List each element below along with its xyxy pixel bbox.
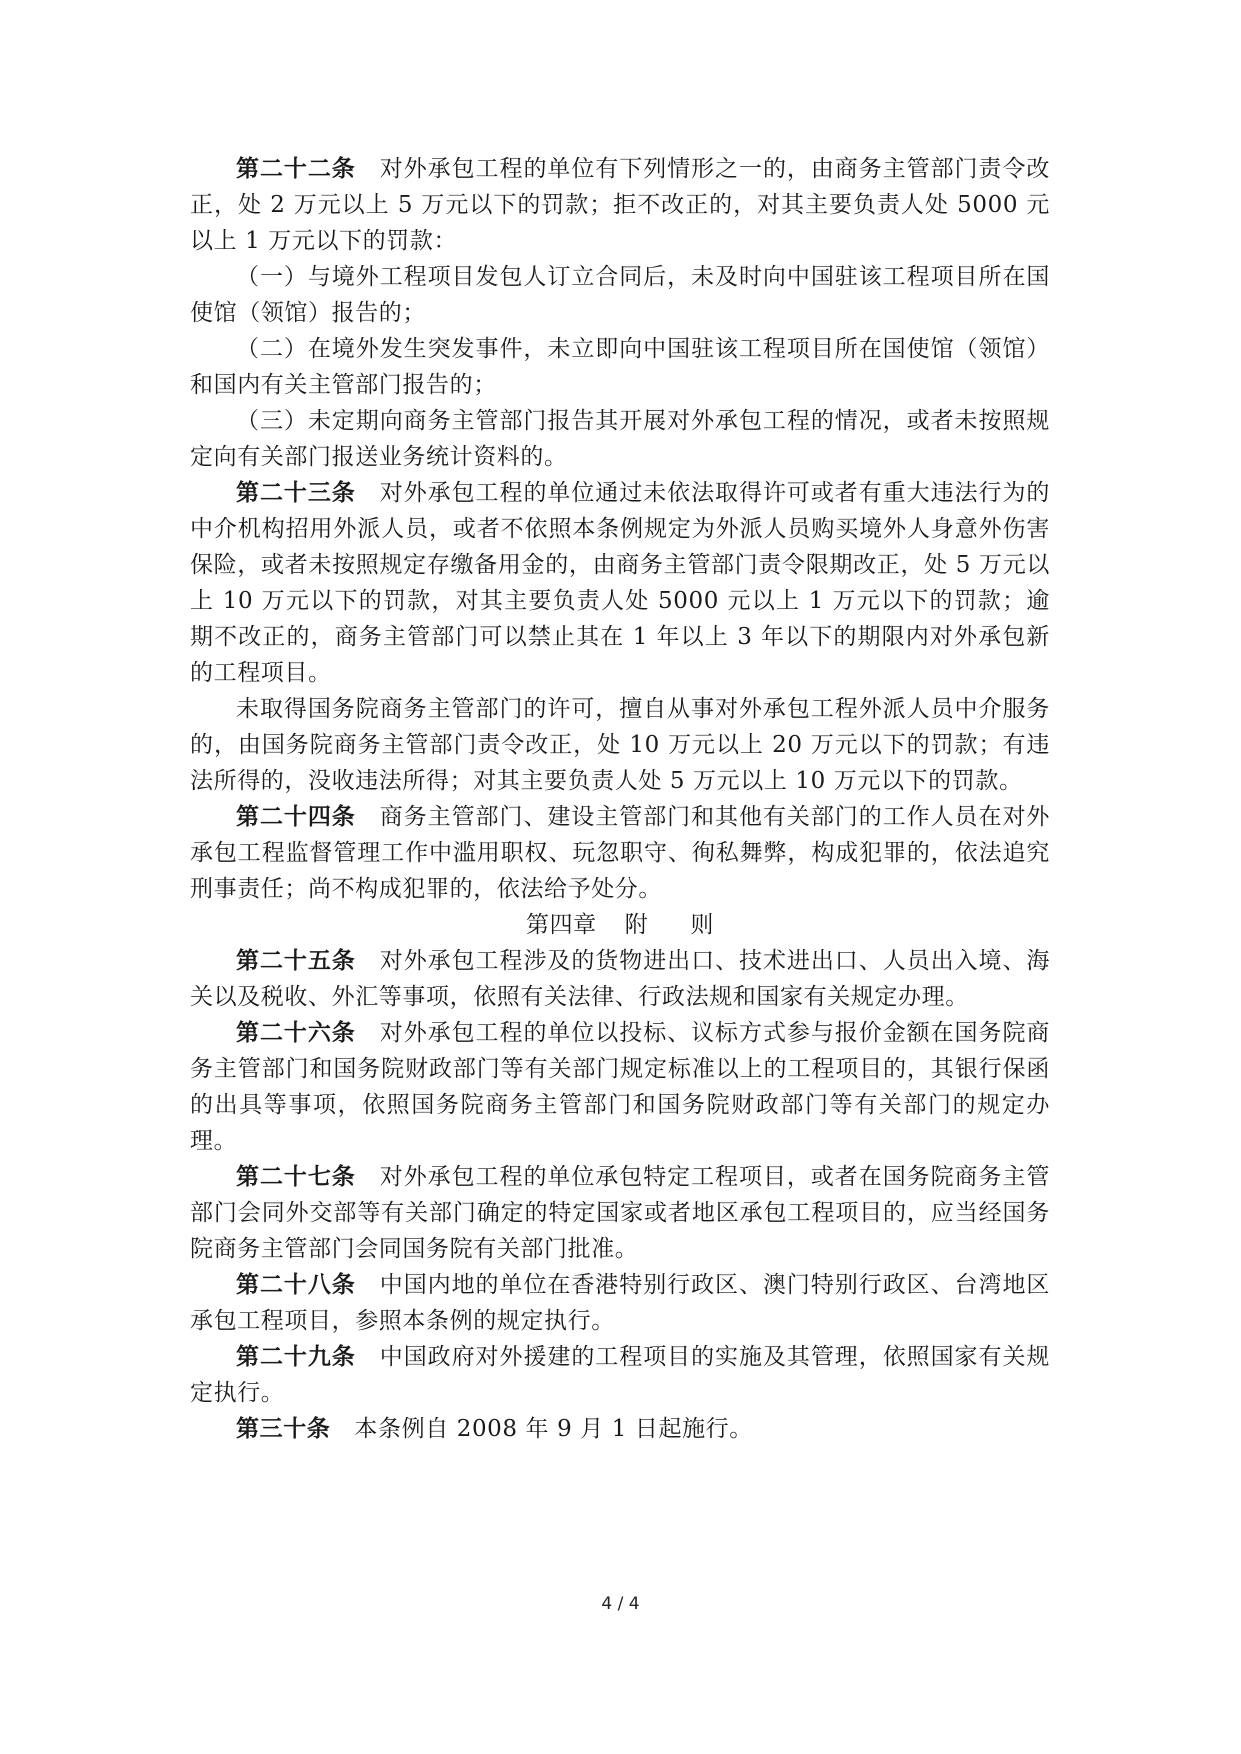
article-28	[190, 1267, 1050, 1339]
chapter-heading	[190, 907, 1050, 943]
article-23	[190, 475, 1050, 691]
chapter-title-char-1: 附	[624, 912, 649, 938]
article-30	[190, 1411, 1050, 1447]
article-24	[190, 799, 1050, 907]
article-label: 第二十六条	[236, 1019, 356, 1046]
article-22-item-3	[190, 403, 1050, 475]
article-22-item-2	[190, 331, 1050, 403]
article-text: 未取得国务院商务主管部门的许可，擅自从事对外承包工程外派人员中介服务的，由国务院商务主管部门责令改正，处 10 万元以上 20 万元以下的罚款；有违法所得的，没收违法所得；对其主要负责人处 5 万元以上 10 万元以下的罚款。	[190, 696, 1050, 794]
article-text: （一）与境外工程项目发包人订立合同后，未及时向中国驻该工程项目所在国使馆（领馆）报告的；	[190, 264, 1050, 326]
document-body	[190, 151, 1050, 1447]
article-label: 第二十二条	[236, 155, 356, 182]
article-text: 对外承包工程的单位通过未依法取得许可或者有重大违法行为的中介机构招用外派人员，或者不依照本条例规定为外派人员购买境外人身意外伤害保险，或者未按照规定存缴备用金的，由商务主管部门责令限期改正，处 5 万元以上 10 万元以下的罚款，对其主要负责人处 5000 元以上 1 万元以下的罚款；逾期不改正的，商务主管部门可以禁止其在 1 年以上 3 年以下的期限内对外承包新的工程项目。	[190, 480, 1050, 686]
article-27	[190, 1159, 1050, 1267]
article-text: 商务主管部门、建设主管部门和其他有关部门的工作人员在对外承包工程监督管理工作中滥用职权、玩忽职守、徇私舞弊，构成犯罪的，依法追究刑事责任；尚不构成犯罪的，依法给予处分。	[190, 804, 1050, 902]
article-label: 第三十条	[236, 1415, 331, 1442]
chapter-number: 第四章	[525, 912, 597, 938]
article-text: （二）在境外发生突发事件，未立即向中国驻该工程项目所在国使馆（领馆）和国内有关主管部门报告的；	[190, 336, 1050, 398]
article-text: （三）未定期向商务主管部门报告其开展对外承包工程的情况，或者未按照规定向有关部门报送业务统计资料的。	[190, 408, 1050, 470]
article-26	[190, 1015, 1050, 1159]
article-label: 第二十五条	[236, 947, 356, 974]
article-text: 本条例自 2008 年 9 月 1 日起施行。	[354, 1416, 753, 1442]
article-text: 对外承包工程的单位有下列情形之一的，由商务主管部门责令改正，处 2 万元以上 5 万元以下的罚款；拒不改正的，对其主要负责人处 5000 元以上 1 万元以下的罚款：	[190, 156, 1050, 254]
article-text: 对外承包工程的单位承包特定工程项目，或者在国务院商务主管部门会同外交部等有关部门确定的特定国家或者地区承包工程项目的，应当经国务院商务主管部门会同国务院有关部门批准。	[190, 1164, 1050, 1262]
article-29	[190, 1339, 1050, 1411]
article-label: 第二十三条	[236, 479, 356, 506]
article-22	[190, 151, 1050, 259]
article-label: 第二十七条	[236, 1163, 356, 1190]
article-label: 第二十四条	[236, 803, 356, 830]
article-label: 第二十九条	[236, 1343, 356, 1370]
article-23-paragraph-2	[190, 691, 1050, 799]
chapter-title-char-2: 则	[690, 912, 715, 938]
article-25	[190, 943, 1050, 1015]
article-text: 对外承包工程涉及的货物进出口、技术进出口、人员出入境、海关以及税收、外汇等事项，依照有关法律、行政法规和国家有关规定办理。	[190, 948, 1050, 1010]
article-label: 第二十八条	[236, 1271, 356, 1298]
page-number: 4 / 4	[601, 1594, 640, 1614]
article-text: 对外承包工程的单位以投标、议标方式参与报价金额在国务院商务主管部门和国务院财政部门等有关部门规定标准以上的工程项目的，其银行保函的出具等事项，依照国务院商务主管部门和国务院财政部门等有关部门的规定办理。	[190, 1020, 1050, 1154]
article-22-item-1	[190, 259, 1050, 331]
article-text: 中国政府对外援建的工程项目的实施及其管理，依照国家有关规定执行。	[190, 1344, 1050, 1406]
article-text: 中国内地的单位在香港特别行政区、澳门特别行政区、台湾地区承包工程项目，参照本条例的规定执行。	[190, 1272, 1050, 1334]
